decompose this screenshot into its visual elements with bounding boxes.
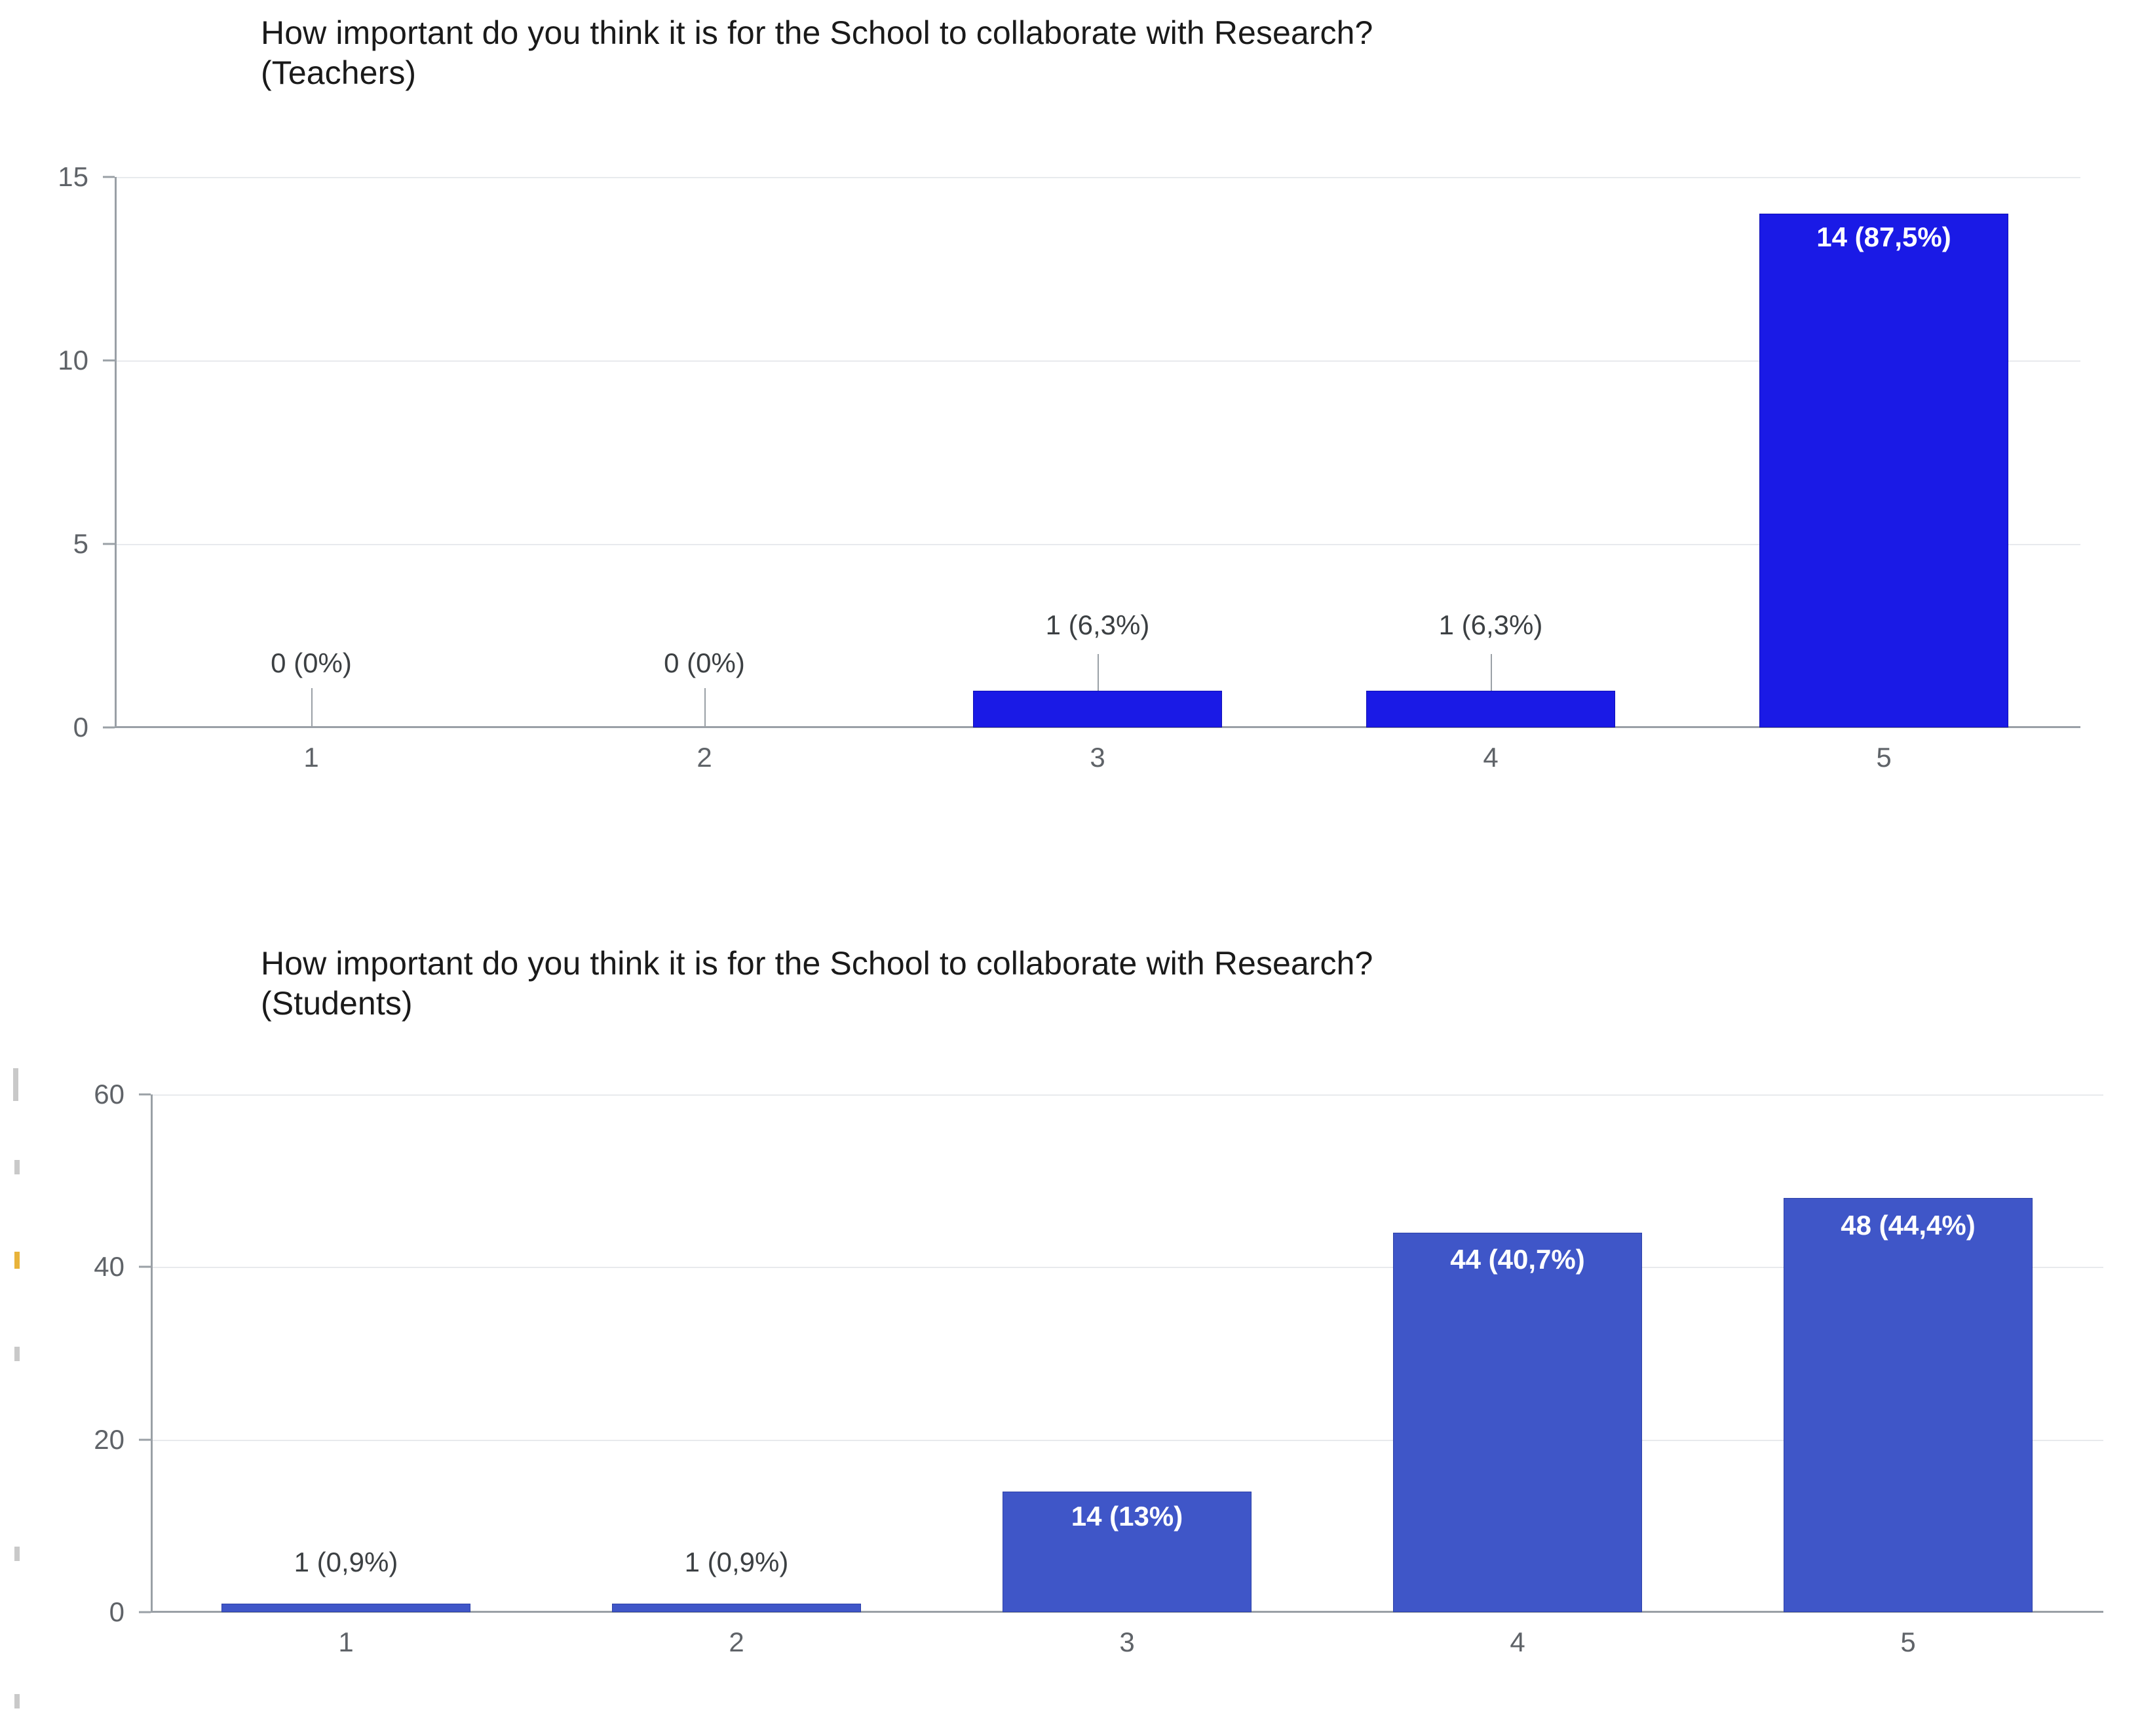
xtick-label-teachers-5: 5	[1876, 742, 1892, 773]
ytick-label-10: 10	[58, 345, 88, 376]
ytick-mark-40	[139, 1266, 151, 1268]
bar-students-5[interactable]	[1784, 1198, 2033, 1612]
bar-students-2[interactable]	[612, 1604, 861, 1612]
ytick-mark-60	[139, 1094, 151, 1096]
chart-students	[0, 944, 2142, 1730]
chart-teachers	[0, 13, 2142, 786]
xtick-label-students-5: 5	[1900, 1627, 1916, 1657]
xtick-label-students-2: 2	[729, 1627, 744, 1657]
ytick-mark-10	[103, 360, 115, 362]
bar-students-1[interactable]	[221, 1604, 470, 1612]
bar-label-teachers-5: 14 (87,5%)	[1816, 222, 1951, 252]
ytick-mark-0	[103, 727, 115, 729]
bar-students-4[interactable]	[1393, 1233, 1642, 1612]
ytick-label-0: 0	[73, 712, 88, 743]
chart-students-title	[261, 944, 1833, 1024]
ytick-label-20: 20	[94, 1424, 124, 1455]
xtick-label-students-3: 3	[1119, 1627, 1135, 1657]
y-axis-teachers	[115, 177, 117, 727]
page-edge-mark-5	[14, 1547, 20, 1561]
xtick-label-students-4: 4	[1510, 1627, 1525, 1657]
gridline-15	[115, 177, 2080, 178]
xtick-label-students-1: 1	[338, 1627, 354, 1657]
xtick-label-teachers-3: 3	[1090, 742, 1105, 773]
ytick-label-40: 40	[94, 1251, 124, 1282]
bar-label-students-3: 14 (13%)	[1071, 1501, 1183, 1532]
leader-teachers-4	[1491, 654, 1492, 691]
chart-teachers-plot	[58, 161, 2080, 773]
ytick-label-0-students: 0	[109, 1596, 124, 1627]
xtick-label-teachers-2: 2	[697, 742, 712, 773]
y-axis-students	[151, 1094, 153, 1612]
page-edge-mark-4	[14, 1347, 20, 1361]
ytick-mark-20	[139, 1439, 151, 1441]
page-edge-mark-6	[14, 1694, 20, 1708]
bar-label-teachers-1: 0 (0%)	[271, 647, 352, 678]
leader-teachers-1	[311, 688, 313, 726]
bar-label-students-4: 44 (40,7%)	[1450, 1244, 1585, 1275]
ytick-label-5: 5	[73, 528, 88, 559]
bar-teachers-3[interactable]	[973, 691, 1222, 727]
ytick-mark-0-students	[139, 1611, 151, 1613]
bar-label-students-1: 1 (0,9%)	[294, 1547, 398, 1577]
chart-students-title-line1: How important do you think it is for the School to collaborate with Research?	[261, 945, 1373, 982]
chart-teachers-title-line1: How important do you think it is for the School to collaborate with Research?	[261, 14, 1373, 51]
ytick-label-15: 15	[58, 161, 88, 192]
bar-label-students-5: 48 (44,4%)	[1841, 1210, 1976, 1241]
chart-teachers-title-line2: (Teachers)	[261, 54, 417, 91]
bar-label-teachers-2: 0 (0%)	[664, 647, 745, 678]
ytick-mark-5	[103, 543, 115, 545]
xtick-label-teachers-1: 1	[303, 742, 319, 773]
leader-teachers-3	[1098, 654, 1099, 691]
chart-students-title-line2: (Students)	[261, 985, 413, 1022]
chart-students-plot	[94, 1079, 2103, 1657]
leader-teachers-2	[704, 688, 706, 726]
bar-label-teachers-3: 1 (6,3%)	[1045, 609, 1150, 640]
chart-teachers-title	[261, 13, 1833, 93]
bar-label-teachers-4: 1 (6,3%)	[1438, 609, 1543, 640]
ytick-mark-15	[103, 176, 115, 178]
xtick-label-teachers-4: 4	[1483, 742, 1499, 773]
ytick-label-60: 60	[94, 1079, 124, 1109]
bar-teachers-4[interactable]	[1366, 691, 1615, 727]
gridline-60	[151, 1094, 2103, 1096]
bar-teachers-5[interactable]	[1759, 214, 2008, 727]
bar-label-students-2: 1 (0,9%)	[684, 1547, 789, 1577]
page-edge-mark-2	[14, 1160, 20, 1174]
